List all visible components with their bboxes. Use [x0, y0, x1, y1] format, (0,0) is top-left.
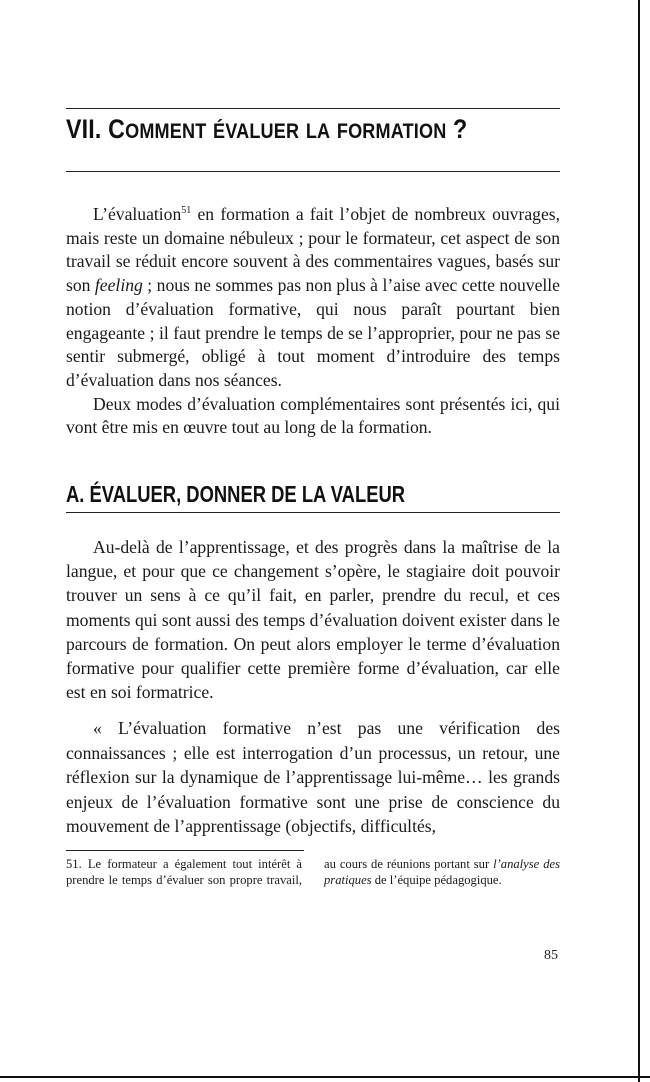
chapter-question-mark: ?	[453, 114, 468, 144]
section-a-text	[66, 535, 560, 704]
page-edge-right	[638, 0, 640, 1082]
section-a-title: A. ÉVALUER, DONNER DE LA VALEUR	[66, 481, 406, 507]
intro-paragraph-2: Deux modes d’évaluation complémentaires sont présentés ici, qui vont être mis en œuvre tout au long de la formation.	[66, 393, 560, 438]
chapter-rule-bottom	[66, 171, 560, 172]
section-a-rule	[66, 512, 560, 513]
chapter-word-comment: OMMENT	[125, 120, 207, 143]
chapter-word-evaluer: ÉVALUER	[213, 120, 300, 143]
page-edge-bottom	[0, 1076, 650, 1078]
footnote-51: 51. Le formateur a également tout intérêt à prendre le temps d’évaluer son propre travail, au cours de réunions portant sur l’analyse des pratiques de l’équipe pédagogique.	[66, 857, 560, 887]
page-number: 85	[544, 948, 558, 963]
section-a-quote: « L’évaluation formative n’est pas une vérification des connaissances ; elle est interrogation d’un processus, un retour, une réflexion sur la dynamique de l’apprentissage lui-même… les grands enjeux de l’évaluation formative sont une prise de conscience du mouvement de l’apprentissage (objectifs, difficultés,	[66, 718, 560, 837]
chapter-title	[66, 114, 491, 145]
footnote-number: 51.	[66, 857, 82, 871]
chapter-word-initial: C	[108, 114, 126, 144]
chapter-rule-top	[66, 108, 560, 109]
chapter-word-la: LA	[305, 120, 331, 143]
intro-text	[66, 203, 560, 440]
footnote-rule	[66, 850, 304, 851]
chapter-number: VII.	[66, 114, 102, 144]
intro-paragraph-1: L’évaluation$^{51}$ en formation a fait l’objet de nombreux ouvrages, mais reste un domaine nébuleux ; pour le formateur, cet aspect de son travail se réduit encore souvent à des commentaires vagues, basés sur son feeling ; nous ne sommes pas non plus à l’aise avec cette nouvelle notion d’évaluation formative, qui nous paraît pourtant bien engageante ; il faut prendre le temps de se l’approprier, pour ne pas se sentir submergé, obligé à tout moment d’introduire des temps d’évaluation dans nos séances.	[66, 204, 560, 390]
footnote-ref: 51	[181, 205, 192, 216]
chapter-word-formation: FORMATION	[336, 120, 447, 143]
section-a-paragraph: Au-delà de l’apprentissage, et des progrès dans la maîtrise de la langue, et pour que ce changement s’opère, le stagiaire doit pouvoir trouver un sens à ce qu’il fait, en parler, prendre du recul, et ces moments qui sont aussi des temps d’évaluation doivent exister dans le parcours de formation. On peut alors employer le terme d’évaluation formative pour qualifier cette première forme d’évaluation, car elle est en soi formatrice.	[66, 537, 560, 703]
